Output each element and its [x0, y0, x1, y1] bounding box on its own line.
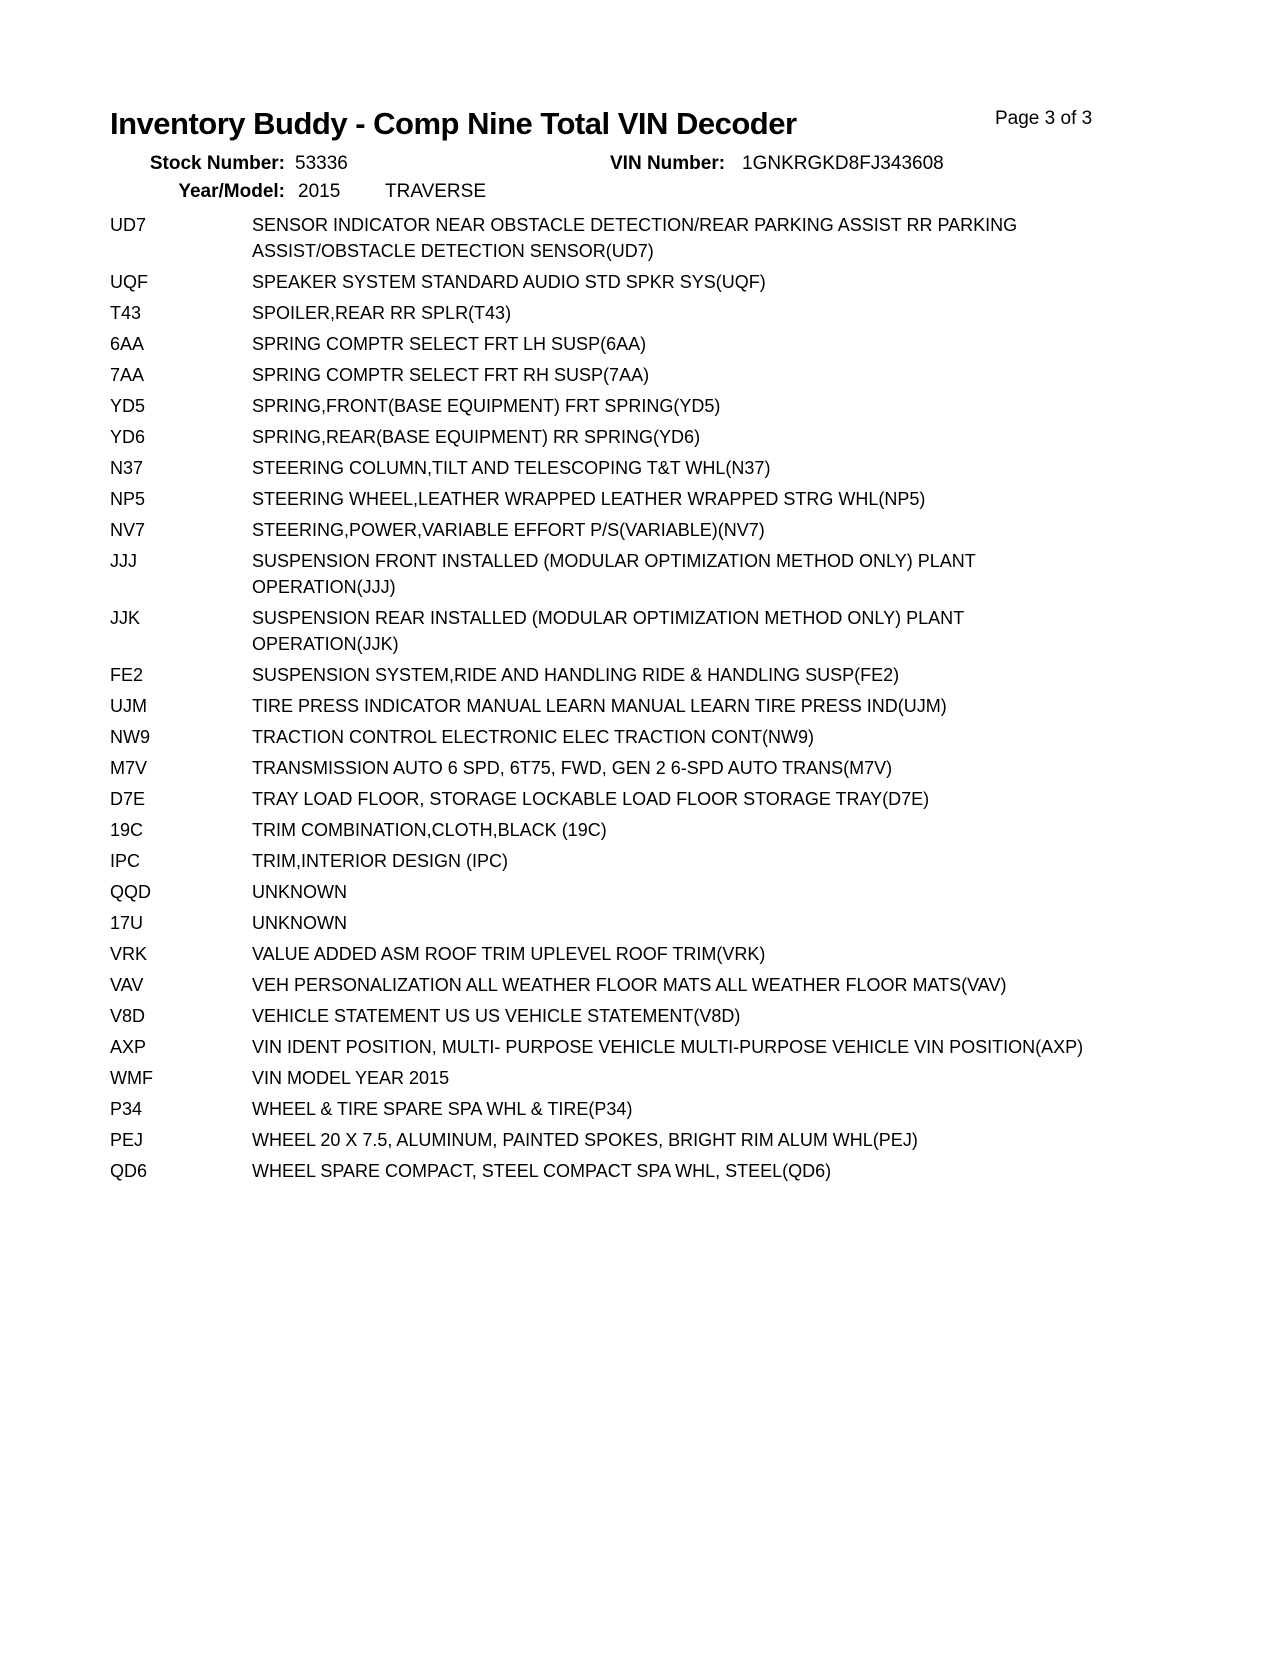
- option-code: PEJ: [110, 1130, 144, 1150]
- option-row: [110, 1003, 1195, 1029]
- option-code: VAV: [110, 975, 144, 995]
- option-code: WMF: [110, 1068, 153, 1088]
- option-description: SENSOR INDICATOR NEAR OBSTACLE DETECTION/REAR PARKING ASSIST RR PARKING ASSIST/OBSTACLE DETECTION SENSOR(UD7): [252, 215, 1018, 261]
- option-row: [110, 212, 1195, 264]
- option-row: [110, 1034, 1195, 1060]
- option-description: STEERING COLUMN,TILT AND TELESCOPING T&T WHL(N37): [252, 458, 771, 478]
- option-description: TRAY LOAD FLOOR, STORAGE LOCKABLE LOAD FLOOR STORAGE TRAY(D7E): [252, 789, 930, 809]
- option-description: SPRING,REAR(BASE EQUIPMENT) RR SPRING(YD6): [252, 427, 701, 447]
- option-code: M7V: [110, 758, 148, 778]
- option-row: [110, 424, 1195, 450]
- option-code: 17U: [110, 913, 144, 933]
- option-row: [110, 362, 1195, 388]
- year-model-label: Year/Model:: [178, 181, 285, 202]
- page-number-indicator: Page 3 of 3: [995, 108, 1093, 129]
- option-row: [110, 817, 1195, 843]
- option-description: VIN MODEL YEAR 2015: [252, 1068, 450, 1088]
- option-code: NW9: [110, 727, 150, 747]
- vin-number-value: 1GNKRGKD8FJ343608: [742, 153, 944, 174]
- option-description: TIRE PRESS INDICATOR MANUAL LEARN MANUAL LEARN TIRE PRESS IND(UJM): [252, 696, 947, 716]
- model-value: TRAVERSE: [385, 181, 487, 202]
- option-code: IPC: [110, 851, 141, 871]
- option-code: AXP: [110, 1037, 147, 1057]
- options-list: [110, 212, 1195, 1184]
- option-code: 6AA: [110, 334, 145, 354]
- option-description: VEHICLE STATEMENT US US VEHICLE STATEMENT(V8D): [252, 1006, 741, 1026]
- option-row: [110, 755, 1195, 781]
- option-row: [110, 486, 1195, 512]
- option-description: VALUE ADDED ASM ROOF TRIM UPLEVEL ROOF TRIM(VRK): [252, 944, 766, 964]
- option-code: VRK: [110, 944, 148, 964]
- option-description: SUSPENSION REAR INSTALLED (MODULAR OPTIMIZATION METHOD ONLY) PLANT OPERATION(JJK): [252, 608, 964, 654]
- option-code: P34: [110, 1099, 143, 1119]
- option-description: WHEEL & TIRE SPARE SPA WHL & TIRE(P34): [252, 1099, 633, 1119]
- option-code: D7E: [110, 789, 146, 809]
- option-description: TRACTION CONTROL ELECTRONIC ELEC TRACTION CONT(NW9): [252, 727, 815, 747]
- option-row: [110, 972, 1195, 998]
- option-row: [110, 269, 1195, 295]
- option-description: SPOILER,REAR RR SPLR(T43): [252, 303, 512, 323]
- option-description: STEERING,POWER,VARIABLE EFFORT P/S(VARIABLE)(NV7): [252, 520, 765, 540]
- option-description: UNKNOWN: [252, 913, 347, 933]
- option-code: JJJ: [110, 551, 137, 571]
- option-row: [110, 662, 1195, 688]
- option-row: [110, 548, 1195, 600]
- option-row: [110, 517, 1195, 543]
- report-header: [0, 0, 1280, 212]
- option-description: SUSPENSION SYSTEM,RIDE AND HANDLING RIDE & HANDLING SUSP(FE2): [252, 665, 900, 685]
- option-code: QD6: [110, 1161, 148, 1181]
- option-code: UJM: [110, 696, 147, 716]
- option-code: YD6: [110, 427, 146, 447]
- option-row: [110, 605, 1195, 657]
- option-code: UQF: [110, 272, 148, 292]
- option-code: NV7: [110, 520, 146, 540]
- option-description: TRANSMISSION AUTO 6 SPD, 6T75, FWD, GEN 2 6-SPD AUTO TRANS(M7V): [252, 758, 893, 778]
- option-code: V8D: [110, 1006, 146, 1026]
- option-row: [110, 300, 1195, 326]
- option-row: [110, 331, 1195, 357]
- option-row: [110, 1096, 1195, 1122]
- option-code: 19C: [110, 820, 144, 840]
- stock-number-value: 53336: [295, 153, 348, 174]
- option-code: FE2: [110, 665, 144, 685]
- option-row: [110, 393, 1195, 419]
- option-row: [110, 1065, 1195, 1091]
- option-description: UNKNOWN: [252, 882, 347, 902]
- option-description: WHEEL SPARE COMPACT, STEEL COMPACT SPA WHL, STEEL(QD6): [252, 1161, 832, 1181]
- option-row: [110, 941, 1195, 967]
- option-code: T43: [110, 303, 142, 323]
- year-value: 2015: [298, 181, 341, 202]
- option-description: SPEAKER SYSTEM STANDARD AUDIO STD SPKR SYS(UQF): [252, 272, 766, 292]
- option-description: STEERING WHEEL,LEATHER WRAPPED LEATHER WRAPPED STRG WHL(NP5): [252, 489, 926, 509]
- option-row: [110, 786, 1195, 812]
- option-code: UD7: [110, 215, 147, 235]
- option-description: VIN IDENT POSITION, MULTI- PURPOSE VEHICLE MULTI-PURPOSE VEHICLE VIN POSITION(AXP): [252, 1037, 1084, 1057]
- option-code: N37: [110, 458, 144, 478]
- option-code: YD5: [110, 396, 146, 416]
- page-title: Inventory Buddy - Comp Nine Total VIN Decoder: [110, 106, 797, 141]
- option-description: SPRING,FRONT(BASE EQUIPMENT) FRT SPRING(YD5): [252, 396, 721, 416]
- option-row: [110, 848, 1195, 874]
- option-row: [110, 693, 1195, 719]
- option-row: [110, 724, 1195, 750]
- option-description: SUSPENSION FRONT INSTALLED (MODULAR OPTIMIZATION METHOD ONLY) PLANT OPERATION(JJJ): [252, 551, 976, 597]
- option-description: WHEEL 20 X 7.5, ALUMINUM, PAINTED SPOKES, BRIGHT RIM ALUM WHL(PEJ): [252, 1130, 918, 1150]
- option-description: TRIM COMBINATION,CLOTH,BLACK (19C): [252, 820, 607, 840]
- option-row: [110, 910, 1195, 936]
- option-code: QQD: [110, 882, 152, 902]
- option-description: SPRING COMPTR SELECT FRT RH SUSP(7AA): [252, 365, 650, 385]
- option-description: SPRING COMPTR SELECT FRT LH SUSP(6AA): [252, 334, 647, 354]
- option-row: [110, 455, 1195, 481]
- option-row: [110, 879, 1195, 905]
- option-row: [110, 1127, 1195, 1153]
- option-description: TRIM,INTERIOR DESIGN (IPC): [252, 851, 508, 871]
- stock-number-label: Stock Number:: [149, 153, 285, 174]
- option-code: JJK: [110, 608, 141, 628]
- option-description: VEH PERSONALIZATION ALL WEATHER FLOOR MATS ALL WEATHER FLOOR MATS(VAV): [252, 975, 1007, 995]
- option-code: 7AA: [110, 365, 145, 385]
- vin-number-label: VIN Number:: [610, 153, 726, 174]
- option-code: NP5: [110, 489, 146, 509]
- option-row: [110, 1158, 1195, 1184]
